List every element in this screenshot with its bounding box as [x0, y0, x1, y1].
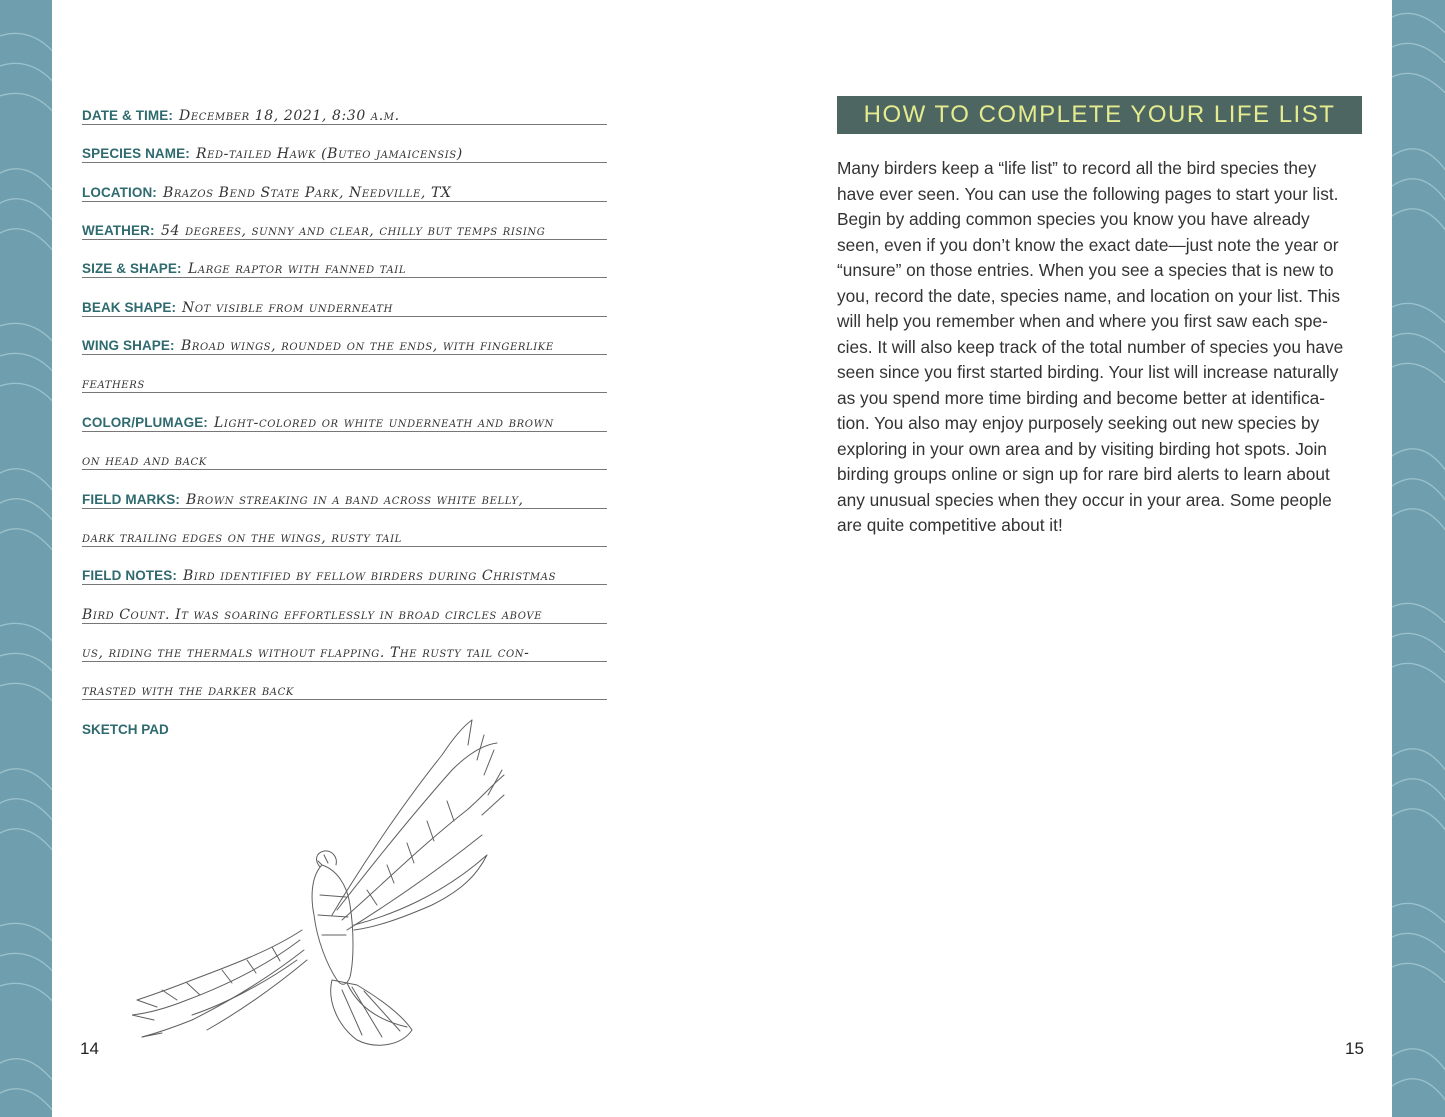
feather-pattern-icon [1392, 0, 1445, 1117]
field-label: SIZE & SHAPE: [82, 261, 182, 277]
field-value: on head and back [82, 453, 207, 470]
field-rule [82, 584, 607, 585]
field-row [82, 174, 607, 202]
section-heading: HOW TO COMPLETE YOUR LIFE LIST [837, 96, 1362, 134]
field-row [82, 289, 607, 317]
body-line: any unusual species when they occur in your area. Some people [837, 489, 1332, 510]
body-line: exploring in your own area and by visiting birding hot spots. Join [837, 438, 1327, 459]
body-line: are quite competitive about it! [837, 515, 1063, 535]
field-rule [82, 431, 607, 432]
right-feather-border [1392, 0, 1445, 1117]
field-label: BEAK SHAPE: [82, 299, 177, 315]
field-label: WEATHER: [82, 223, 155, 239]
page-number-right: 15 [1345, 1039, 1364, 1058]
field-label: FIELD MARKS: [82, 491, 180, 507]
field-row [82, 519, 607, 547]
field-rule [82, 546, 607, 547]
field-value: Large raptor with fanned tail [188, 261, 407, 278]
body-line: seen since you first started birding. Your list will increase naturally [837, 362, 1339, 382]
field-row [82, 212, 607, 240]
body-line: “unsure” on those entries. When you see a species that is new to [837, 260, 1334, 280]
field-row [82, 327, 607, 355]
body-line: will help you remember when and where you first saw each spe- [837, 311, 1328, 331]
field-row [82, 481, 607, 509]
field-value: Not visible from underneath [182, 299, 393, 316]
field-row [82, 596, 607, 624]
field-rule [82, 623, 607, 624]
field-label: WING SHAPE: [82, 338, 175, 354]
field-value: Broad wings, rounded on the ends, with fingerlike [181, 338, 554, 355]
field-label: SPECIES NAME: [82, 146, 190, 162]
left-feather-border [0, 0, 52, 1117]
field-row [82, 442, 607, 470]
book-spread [52, 0, 1392, 1117]
field-row [82, 365, 607, 393]
field-row [82, 672, 607, 700]
body-line: Begin by adding common species you know you have already [837, 209, 1310, 229]
field-value: feathers [82, 376, 145, 393]
field-value: Brown streaking in a band across white belly, [186, 491, 524, 508]
page-number-left: 14 [80, 1039, 99, 1058]
field-value: us, riding the thermals without flapping. The rusty tail con- [82, 644, 530, 661]
field-row [82, 250, 607, 278]
sketch-pad-label: SKETCH PAD [82, 722, 169, 737]
body-line: have ever seen. You can use the following pages to start your list. [837, 183, 1339, 204]
field-rule [82, 469, 607, 470]
field-rule [82, 201, 607, 202]
field-rule [82, 354, 607, 355]
field-label: LOCATION: [82, 184, 157, 200]
field-row [82, 135, 607, 163]
field-row [82, 557, 607, 585]
body-line: seen, even if you don’t know the exact date—just note the year or [837, 234, 1339, 255]
field-rule [82, 699, 607, 700]
field-value: Bird identified by fellow birders during Christmas [183, 568, 557, 585]
hawk-sketch-icon [132, 715, 512, 1055]
field-rule [82, 162, 607, 163]
body-line: as you spend more time birding and become better at identifica- [837, 387, 1325, 408]
body-line: birding groups online or sign up for rare bird alerts to learn about [837, 464, 1330, 484]
field-value: 54 degrees, sunny and clear, chilly but temps rising [161, 223, 546, 240]
body-line: tion. You also may enjoy purposely seeking out new species by [837, 413, 1320, 433]
field-row [82, 404, 607, 432]
field-value: Red-tailed Hawk (Buteo jamaicensis) [196, 146, 463, 163]
feather-pattern-icon [0, 0, 52, 1117]
field-rule [82, 392, 607, 393]
field-label: COLOR/PLUMAGE: [82, 414, 208, 430]
field-value: Bird Count. It was soaring effortlessly in broad circles above [82, 606, 543, 623]
body-line: cies. It will also keep track of the total number of species you have [837, 336, 1344, 357]
field-rule [82, 661, 607, 662]
field-value: Brazos Bend State Park, Needville, TX [163, 184, 452, 201]
field-value: trasted with the darker back [82, 683, 294, 700]
field-label: DATE & TIME: [82, 108, 173, 123]
body-line: Many birders keep a “life list” to record all the bird species they [837, 158, 1317, 178]
field-row [82, 634, 607, 662]
field-rule [82, 277, 607, 278]
field-rule [82, 124, 607, 125]
field-value: Light-colored or white underneath and brown [214, 414, 554, 431]
field-rule [82, 508, 607, 509]
field-value: December 18, 2021, 8:30 a.m. [179, 108, 400, 124]
field-label: FIELD NOTES: [82, 568, 177, 584]
body-line: you, record the date, species name, and location on your list. This [837, 285, 1341, 306]
field-value: dark trailing edges on the wings, rusty tail [82, 529, 402, 546]
field-rule [82, 316, 607, 317]
body-text [837, 156, 1362, 539]
field-row [82, 97, 607, 125]
field-rule [82, 239, 607, 240]
